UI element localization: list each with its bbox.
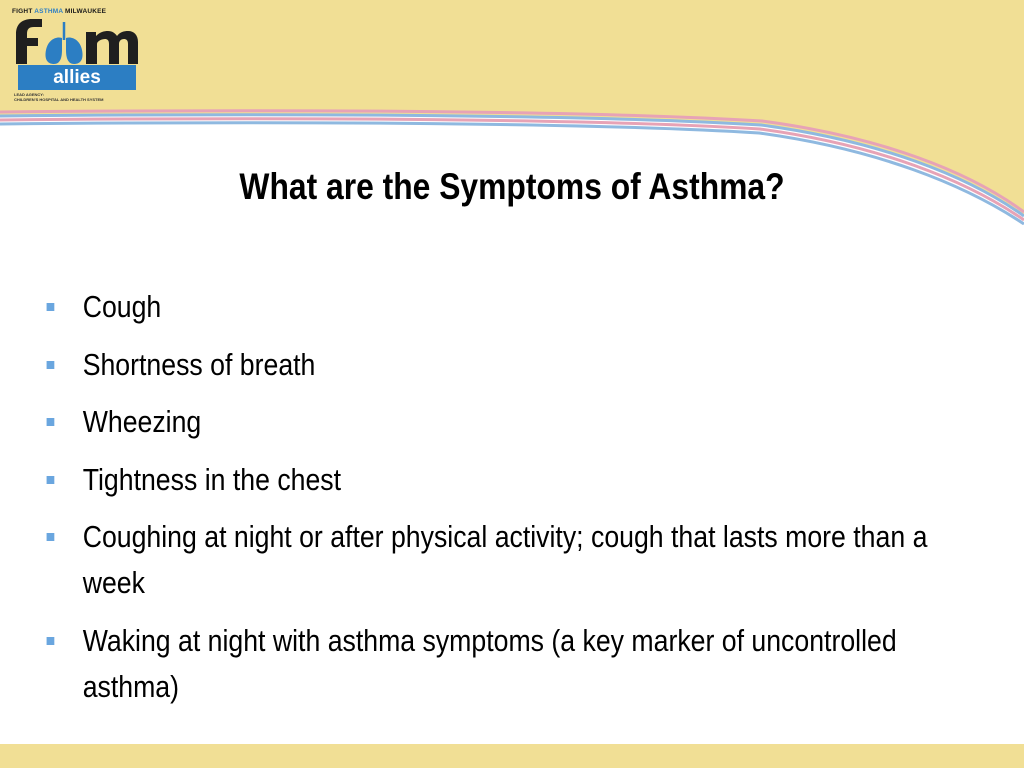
list-item: [44, 514, 938, 606]
list-item-text: Cough: [82, 289, 162, 324]
bullet-square-icon: [47, 303, 55, 311]
bullet-square-icon: [47, 476, 55, 484]
list-item: [44, 399, 938, 445]
list-item: [44, 342, 938, 388]
list-item-text: Tightness in the chest: [82, 461, 342, 497]
list-item: [44, 618, 938, 710]
fam-wordmark-logo: [12, 14, 138, 66]
bullet-square-icon: [47, 637, 55, 645]
footer-band: [0, 744, 1024, 768]
list-item-text: Waking at night with asthma symptoms (a key marker of uncontrolled asthma): [82, 622, 897, 704]
symptom-list: [44, 284, 938, 721]
slide-title: What are the Symptoms of Asthma?: [239, 166, 785, 207]
fam-allies-logo: [12, 8, 138, 100]
logo-allies-banner: allies: [18, 65, 136, 90]
list-item-text: Coughing at night or after physical activity; cough that lasts more than a week: [82, 519, 928, 600]
bullet-square-icon: [47, 418, 55, 426]
bullet-square-icon: [47, 533, 55, 541]
list-item: [44, 284, 938, 330]
logo-subtitle: LEAD AGENCY: CHILDREN'S HOSPITAL AND HEALTH SYSTEM: [14, 92, 104, 102]
list-item: [44, 457, 938, 503]
logo-top-line: FIGHT ASTHMA MILWAUKEE: [12, 8, 107, 15]
bullet-square-icon: [47, 361, 55, 369]
list-item-text: Shortness of breath: [82, 346, 316, 382]
list-item-text: Wheezing: [82, 404, 202, 439]
